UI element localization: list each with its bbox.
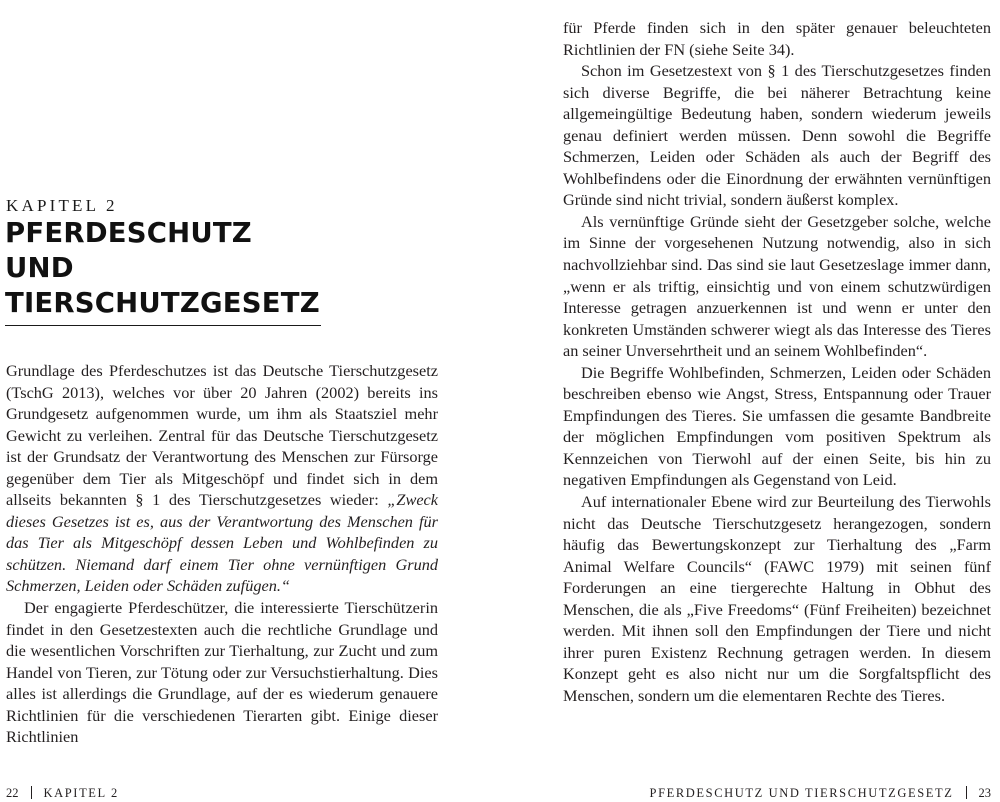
paragraph-intro-text: Grundlage des Pferdeschutzes ist das Deutsche Tierschutzgesetz (TschG 2013), welches vor über 20 Jahren (2002) bereits ins Grundgesetz aufgenommen wurde, um ihm als Staatsziel mehr Gewicht zu verleihen. Zentral für das Deutsche Tierschutzgesetz ist der Grundsatz der Verantwortung des Menschen zur Fürsorge gegenüber dem Tier als Mitgeschöpf und findet sich in dem allseits bekannten § 1 des Tierschutzgesetzes wieder:: [6, 361, 438, 510]
paragraph-intro: [6, 360, 438, 597]
chapter-label: [6, 196, 118, 216]
running-head-right: PFERDESCHUTZ UND TIERSCHUTZGESETZ: [649, 786, 954, 800]
chapter-title-line-1: PFERDESCHUTZ UND: [5, 217, 252, 284]
paragraph-reasons: Als vernünftige Gründe sieht der Gesetzgeber solche, welche im Sinne der vorgesehenen Nutzung notwendig, also in sich nachvollziehbar sind. Das sind sie laut Gesetzeslage immer dann, „wenn er als triftig, einsichtig und von einem schutzwürdigen Interesse getragen anzuerkennen ist und wenn er unter den konkreten Umständen schwerer wiegt als das Interesse des Tieres an seiner Unversehrtheit und an seinem Wohlbefinden“.: [563, 211, 991, 361]
paragraph-feelings: Die Begriffe Wohlbefinden, Schmerzen, Leiden oder Schäden beschreiben ebenso wie Angst, Stress, Entspannung oder Trauer Empfindungen des Tieres. Sie umfassen die gesamte Bandbreite der möglichen Empfindungen vom positiven Spektrum als Kennzeichen von Tierwohl auf der einen Seite, bis hin zu negativen Empfindungen als Gegenstand von Leid.: [563, 362, 991, 490]
paragraph-protector: Der engagierte Pferdeschützer, die interessierte Tierschützerin findet in den Gesetzestexten auch die rechtliche Grundlage und die wesentlichen Vorschriften zur Tierhaltung, zur Zucht und zum Handel von Tieren, zur Tötung oder zur Versuchstierhaltung. Dies alles ist allerdings die Grundlage, auf der es wiederum genauere Richtlinien für die verschiedenen Tierarten gibt. Einige dieser Richtlinien: [6, 598, 438, 747]
chapter-title: [5, 216, 321, 326]
page-number-right: 23: [978, 786, 991, 800]
footer-separator: [966, 786, 967, 799]
left-page: [0, 0, 500, 800]
paragraph-terms: Schon im Gesetzestext von § 1 des Tierschutzgesetzes finden sich diverse Begriffe, die bei näherer Betrachtung keine allgemeingültige Bedeutung haben, sondern wiederum jeweils genau definiert werden müssen. Denn sowohl die Begriffe Schmerzen, Leiden oder Schäden als auch der Begriff des Wohlbefindens oder die Einordnung der erwähnten vernünftigen Gründe sind nicht trivial, sondern äußerst komplex.: [563, 61, 991, 210]
right-body-text: [563, 17, 991, 707]
left-body-text: [6, 360, 438, 748]
paragraph-continuation: für Pferde finden sich in den später genauer beleuchteten Richtlinien der FN (siehe Seite 34).: [563, 18, 991, 59]
running-head-left: KAPITEL 2: [43, 786, 119, 800]
chapter-title-line-2: TIERSCHUTZGESETZ: [5, 287, 320, 319]
footer-separator: [31, 786, 32, 799]
law-quote: „Zweck dieses Gesetzes ist es, aus der Verantwortung des Menschen für das Tier als Mitgeschöpf dessen Leben und Wohlbefinden zu schützen. Niemand darf einem Tier ohne vernünftigen Grund Schmerzen, Leiden oder Schäden zufügen.“: [6, 490, 438, 596]
left-footer: [6, 784, 119, 802]
right-page: [500, 0, 1000, 800]
page-number-left: 22: [6, 786, 19, 800]
right-footer: [650, 784, 991, 802]
chapter-label-text: KAPITEL 2: [6, 196, 118, 215]
paragraph-fawc: Auf internationaler Ebene wird zur Beurteilung des Tierwohls nicht das Deutsche Tierschutzgesetz herangezogen, sondern häufig das Bewertungskonzept zur Tierhaltung des „Farm Animal Welfare Councils“ (FAWC 1979) mit seinen fünf Forderungen an eine tiergerechte Haltung in Obhut des Menschen, die als „Five Freedoms“ (Fünf Freiheiten) bezeichnet werden. Mit ihnen soll den Empfindungen der Tiere und nicht ihrer puren Existenz Rechnung getragen werden. In diesem Konzept geht es also nicht nur um die Sorgfaltspflicht des Menschen, sondern um die elementaren Rechte des Tieres.: [563, 492, 991, 705]
